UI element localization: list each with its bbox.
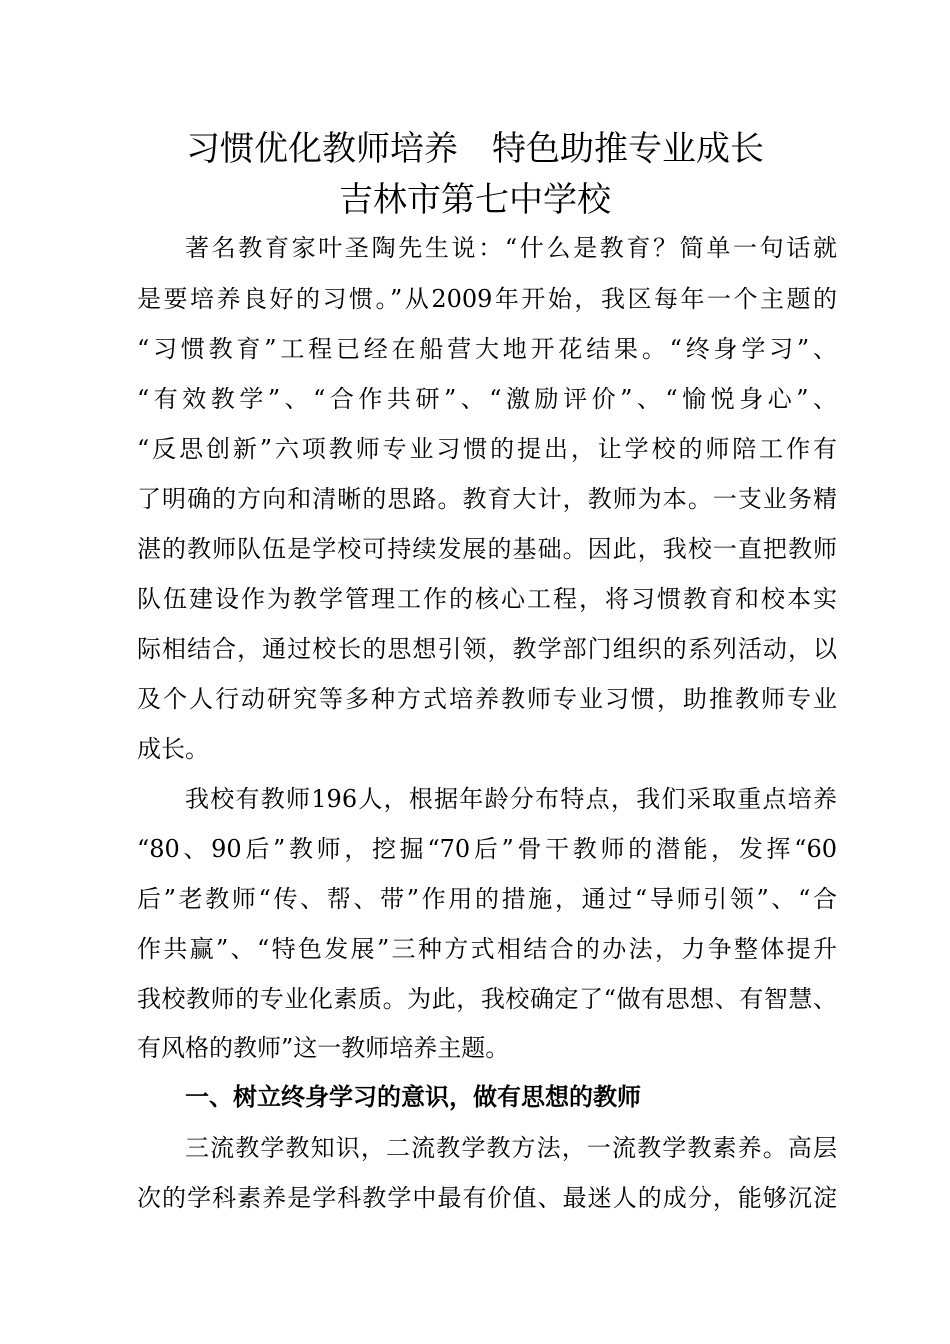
paragraph-line: 了明确的方向和清晰的思路。教育大计，教师为本。一支业务精 xyxy=(137,485,837,513)
paragraph-line: 有风格的教师”这一教师培养主题。 xyxy=(137,1034,510,1062)
paragraph-line: 成长。 xyxy=(137,735,209,763)
paragraph-line: 湛的教师队伍是学校可持续发展的基础。因此，我校一直把教师 xyxy=(137,535,837,563)
paragraph-line: “有效教学”、“合作共研”、“激励评价”、“愉悦身心”、 xyxy=(137,385,837,413)
document-subtitle-school: 吉林市第七中学校 xyxy=(339,180,611,220)
paragraph-line: “80、90后”教师，挖掘“70后”骨干教师的潜能，发挥“60 xyxy=(137,835,837,863)
paragraph-line: “反思创新”六项教师专业习惯的提出，让学校的师陪工作有 xyxy=(137,435,837,463)
paragraph-line: 是要培养良好的习惯。”从2009年开始，我区每年一个主题的 xyxy=(137,285,837,313)
paragraph-line: 及个人行动研究等多种方式培养教师专业习惯，助推教师专业 xyxy=(137,685,837,713)
document-title: 习惯优化教师培养 特色助推专业成长 xyxy=(186,129,764,169)
paragraph-line: 际相结合，通过校长的思想引领，教学部门组织的系列活动，以 xyxy=(137,635,837,663)
paragraph-line: 后”老教师“传、帮、带”作用的措施，通过“导师引领”、“合 xyxy=(137,885,837,913)
section-heading: 一、树立终身学习的意识，做有思想的教师 xyxy=(185,1083,641,1111)
paragraph-line: “习惯教育”工程已经在船营大地开花结果。“终身学习”、 xyxy=(137,335,837,363)
paragraph-line: 作共赢”、“特色发展”三种方式相结合的办法，力争整体提升 xyxy=(137,935,837,963)
paragraph-line: 我校有教师196人，根据年龄分布特点，我们采取重点培养 xyxy=(185,785,837,813)
paragraph-line: 三流教学教知识，二流教学教方法，一流教学教素养。高层 xyxy=(185,1134,837,1162)
paragraph-line: 队伍建设作为教学管理工作的核心工程，将习惯教育和校本实 xyxy=(137,585,837,613)
paragraph-line: 我校教师的专业化素质。为此，我校确定了“做有思想、有智慧、 xyxy=(137,985,837,1013)
paragraph-line: 次的学科素养是学科教学中最有价值、最迷人的成分，能够沉淀 xyxy=(137,1184,837,1212)
paragraph-line: 著名教育家叶圣陶先生说：“什么是教育？简单一句话就 xyxy=(185,234,837,262)
